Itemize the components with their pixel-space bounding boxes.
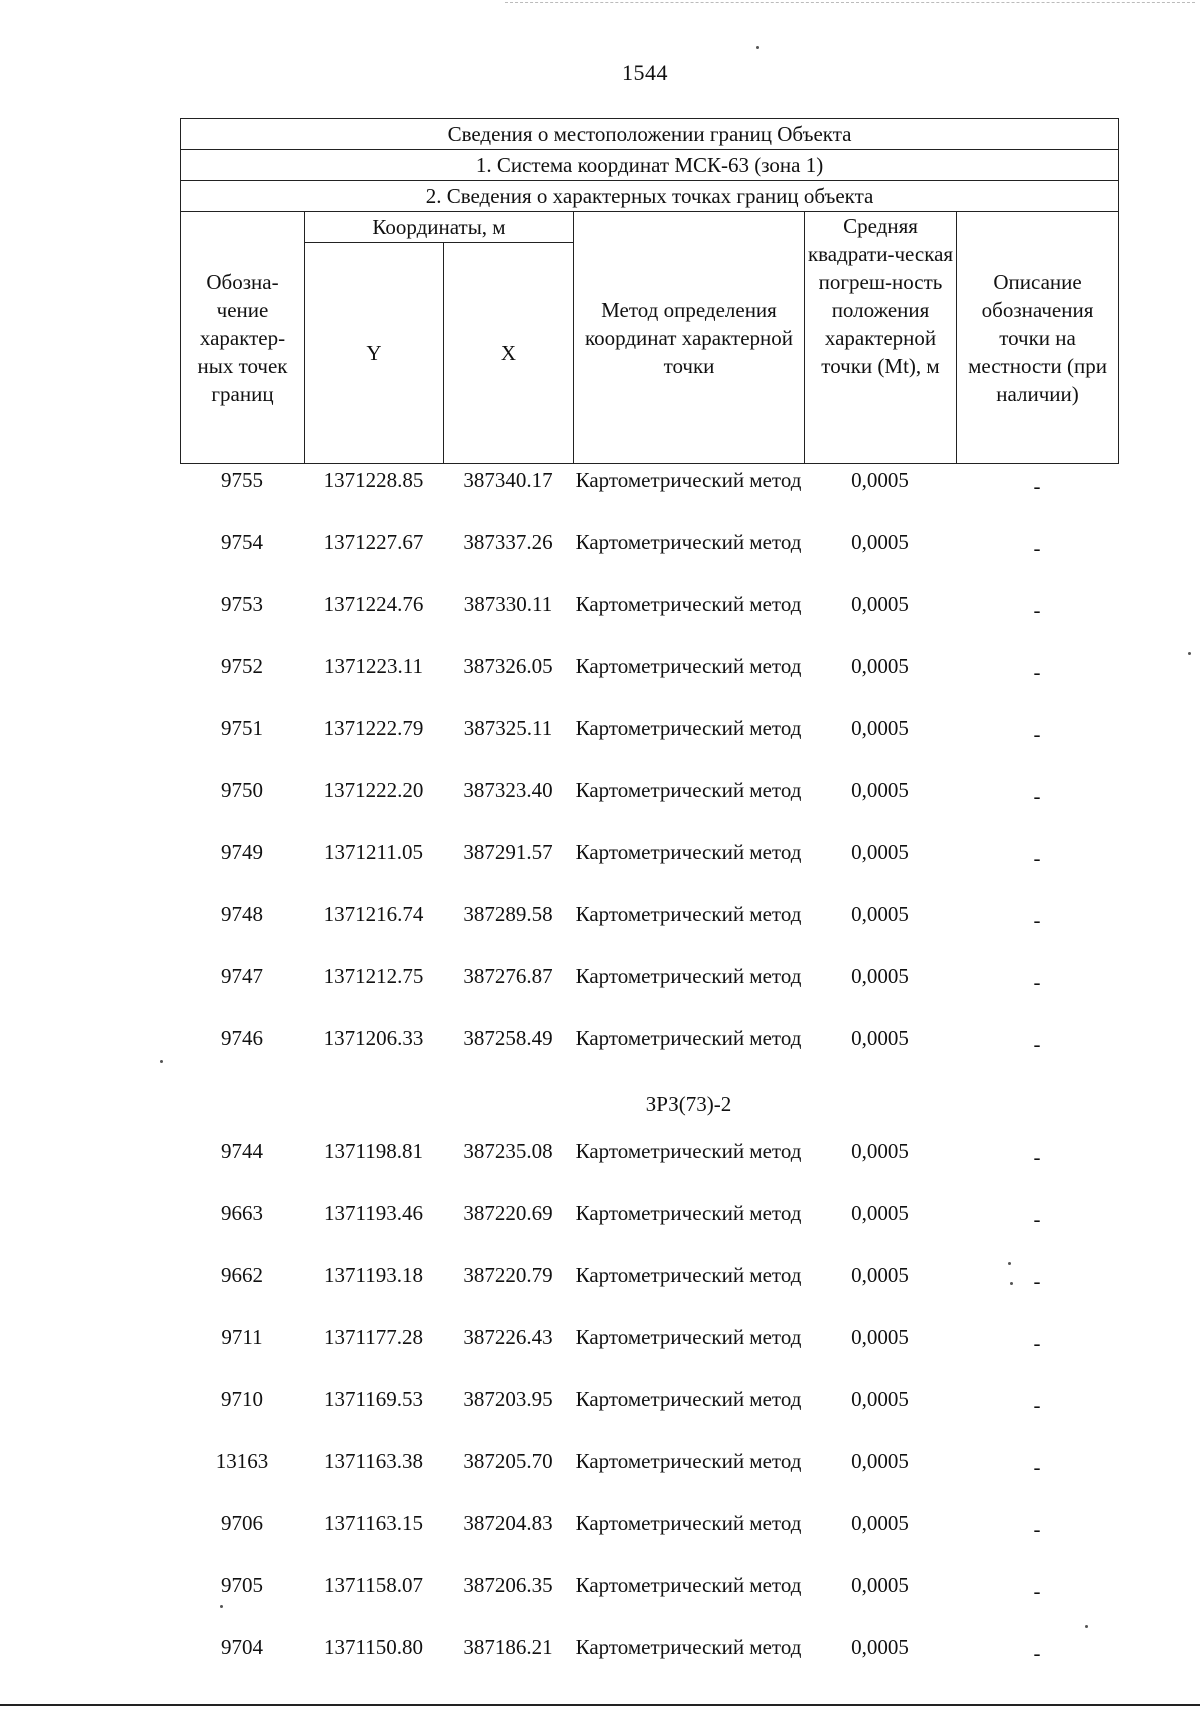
table-row — [180, 838, 1118, 900]
method: Картометрический метод — [575, 1449, 802, 1473]
col-designation — [181, 212, 305, 464]
scan-speck — [160, 1060, 163, 1063]
coord-y: 1371211.05 — [324, 840, 423, 864]
point-id: 9754 — [221, 530, 263, 554]
coord-x: 387220.79 — [463, 1263, 553, 1287]
coord-x: 387323.40 — [463, 778, 553, 802]
col-y: Y — [305, 243, 444, 464]
point-description: - — [1033, 1207, 1041, 1231]
point-description: - — [1033, 1455, 1041, 1479]
method: Картометрический метод — [575, 1325, 802, 1349]
table-row — [180, 776, 1118, 838]
boundary-points-list — [180, 466, 1118, 1695]
point-id: 9662 — [221, 1263, 263, 1287]
table-row — [180, 1261, 1118, 1323]
scan-speck — [1010, 1282, 1013, 1285]
point-id: 13163 — [215, 1449, 269, 1473]
table-row — [180, 1447, 1118, 1509]
scan-speck — [756, 46, 759, 49]
coord-x: 387220.69 — [463, 1201, 553, 1225]
mean-error: 0,0005 — [851, 840, 909, 864]
point-description: - — [1033, 1145, 1041, 1169]
coord-x: 387204.83 — [463, 1511, 553, 1535]
point-description: - — [1033, 1331, 1041, 1355]
method: Картометрический метод — [575, 964, 802, 988]
point-description: - — [1033, 474, 1041, 498]
point-description: - — [1033, 846, 1041, 870]
table-row — [180, 962, 1118, 1024]
point-description: - — [1033, 1579, 1041, 1603]
coord-x: 387226.43 — [463, 1325, 553, 1349]
method: Картометрический метод — [575, 468, 802, 492]
coord-y: 1371228.85 — [323, 468, 424, 492]
table-row — [180, 1137, 1118, 1199]
table-row — [180, 1024, 1118, 1086]
boundary-table-header — [180, 118, 1119, 464]
point-description: - — [1033, 722, 1041, 746]
point-description: - — [1033, 784, 1041, 808]
scan-speck — [1008, 1262, 1011, 1265]
coord-y: 1371223.11 — [324, 654, 423, 678]
mean-error: 0,0005 — [851, 1325, 909, 1349]
coord-x: 387203.95 — [463, 1387, 553, 1411]
col-error-label: Средняя квадрати-ческая погреш-ность положения характерной точки (Mt), м — [807, 214, 954, 378]
mean-error: 0,0005 — [851, 902, 909, 926]
method: Картометрический метод — [575, 778, 802, 802]
table-row — [180, 652, 1118, 714]
point-description: - — [1033, 908, 1041, 932]
coord-y: 1371158.07 — [324, 1573, 423, 1597]
mean-error: 0,0005 — [851, 1449, 909, 1473]
table-row — [180, 590, 1118, 652]
method: Картометрический метод — [575, 1635, 802, 1659]
point-description: - — [1033, 1641, 1041, 1665]
zone-section-label: ЗРЗ(73)-2 — [645, 1092, 732, 1116]
scan-speck — [1085, 1625, 1088, 1628]
point-id: 9752 — [221, 654, 263, 678]
point-id: 9704 — [221, 1635, 263, 1659]
mean-error: 0,0005 — [851, 468, 909, 492]
coordinate-system: 1. Система координат МСК-63 (зона 1) — [181, 150, 1119, 181]
col-method-label: Метод определения координат характерной точки — [585, 297, 793, 378]
table-row — [180, 1199, 1118, 1261]
coord-x: 387205.70 — [463, 1449, 553, 1473]
point-id: 9755 — [221, 468, 263, 492]
coord-y: 1371169.53 — [324, 1387, 423, 1411]
mean-error: 0,0005 — [851, 1026, 909, 1050]
section-heading: 2. Сведения о характерных точках границ объекта — [181, 181, 1119, 212]
scan-speck — [1188, 652, 1191, 655]
mean-error: 0,0005 — [851, 1511, 909, 1535]
coord-y: 1371163.15 — [324, 1511, 423, 1535]
method: Картометрический метод — [575, 840, 802, 864]
method: Картометрический метод — [575, 1387, 802, 1411]
coord-x: 387325.11 — [463, 716, 553, 740]
zone-section-row — [180, 1086, 1118, 1137]
method: Картометрический метод — [575, 716, 802, 740]
method: Картометрический метод — [575, 1026, 802, 1050]
mean-error: 0,0005 — [851, 1263, 909, 1287]
table-row — [180, 714, 1118, 776]
mean-error: 0,0005 — [851, 592, 909, 616]
coord-y: 1371206.33 — [323, 1026, 424, 1050]
method: Картометрический метод — [575, 592, 802, 616]
mean-error: 0,0005 — [851, 1387, 909, 1411]
coord-x: 387186.21 — [463, 1635, 553, 1659]
method: Картометрический метод — [575, 1573, 802, 1597]
point-description: - — [1033, 970, 1041, 994]
table-row — [180, 1385, 1118, 1447]
col-description — [957, 212, 1119, 464]
coord-y: 1371193.46 — [324, 1201, 423, 1225]
coord-y: 1371224.76 — [323, 592, 424, 616]
coord-y: 1371222.79 — [323, 716, 424, 740]
point-id: 9751 — [221, 716, 263, 740]
method: Картометрический метод — [575, 902, 802, 926]
mean-error: 0,0005 — [851, 654, 909, 678]
mean-error: 0,0005 — [851, 1635, 909, 1659]
table-row — [180, 528, 1118, 590]
coord-y: 1371212.75 — [323, 964, 424, 988]
table-row — [180, 1509, 1118, 1571]
coord-x: 387235.08 — [463, 1139, 553, 1163]
point-description: - — [1033, 598, 1041, 622]
point-id: 9705 — [221, 1573, 263, 1597]
col-x: X — [444, 243, 574, 464]
method: Картометрический метод — [575, 654, 802, 678]
point-id: 9750 — [221, 778, 263, 802]
col-method — [574, 212, 805, 464]
method: Картометрический метод — [575, 1511, 802, 1535]
table-row — [180, 1571, 1118, 1633]
coord-x: 387340.17 — [463, 468, 553, 492]
col-description-label: Описание обозначения точки на местности (при наличии) — [968, 269, 1107, 406]
coord-x: 387258.49 — [463, 1026, 553, 1050]
coord-y: 1371198.81 — [324, 1139, 423, 1163]
table-title: Сведения о местоположении границ Объекта — [181, 119, 1119, 150]
coord-y: 1371227.67 — [323, 530, 424, 554]
coord-x: 387330.11 — [463, 592, 553, 616]
table-row — [180, 1323, 1118, 1385]
point-id: 9747 — [221, 964, 263, 988]
mean-error: 0,0005 — [851, 530, 909, 554]
scan-speck — [220, 1605, 223, 1608]
coord-y: 1371193.18 — [324, 1263, 423, 1287]
point-id: 9663 — [221, 1201, 263, 1225]
col-coordinates: Координаты, м — [305, 212, 574, 243]
table-row — [180, 1633, 1118, 1695]
page-number: 1544 — [622, 60, 668, 85]
point-id: 9710 — [221, 1387, 263, 1411]
coord-y: 1371163.38 — [324, 1449, 423, 1473]
point-id: 9711 — [221, 1325, 263, 1349]
method: Картометрический метод — [575, 1201, 802, 1225]
method: Картометрический метод — [575, 530, 802, 554]
method: Картометрический метод — [575, 1139, 802, 1163]
mean-error: 0,0005 — [851, 1139, 909, 1163]
point-id: 9746 — [221, 1026, 263, 1050]
point-description: - — [1033, 1517, 1041, 1541]
point-description: - — [1033, 536, 1041, 560]
method: Картометрический метод — [575, 1263, 802, 1287]
point-description: - — [1033, 660, 1041, 684]
mean-error: 0,0005 — [851, 1573, 909, 1597]
coord-x: 387206.35 — [463, 1573, 553, 1597]
coord-x: 387326.05 — [463, 654, 553, 678]
mean-error: 0,0005 — [851, 778, 909, 802]
scan-edge-top — [505, 2, 1195, 4]
mean-error: 0,0005 — [851, 964, 909, 988]
point-id: 9749 — [221, 840, 263, 864]
point-description: - — [1033, 1032, 1041, 1056]
mean-error: 0,0005 — [851, 1201, 909, 1225]
point-description: - — [1033, 1269, 1041, 1293]
table-row — [180, 466, 1118, 528]
point-id: 9744 — [221, 1139, 263, 1163]
point-id: 9706 — [221, 1511, 263, 1535]
col-designation-label: Обозна-чение характер-ных точек границ — [197, 269, 288, 406]
coord-x: 387289.58 — [463, 902, 553, 926]
coord-y: 1371222.20 — [323, 778, 424, 802]
scan-edge-bottom — [0, 1704, 1200, 1706]
mean-error: 0,0005 — [851, 716, 909, 740]
coord-x: 387337.26 — [463, 530, 553, 554]
coord-x: 387276.87 — [463, 964, 553, 988]
point-id: 9748 — [221, 902, 263, 926]
col-error — [805, 212, 957, 464]
table-row — [180, 900, 1118, 962]
coord-y: 1371216.74 — [323, 902, 424, 926]
coord-y: 1371150.80 — [324, 1635, 423, 1659]
point-description: - — [1033, 1393, 1041, 1417]
point-id: 9753 — [221, 592, 263, 616]
coord-y: 1371177.28 — [324, 1325, 423, 1349]
coord-x: 387291.57 — [463, 840, 553, 864]
